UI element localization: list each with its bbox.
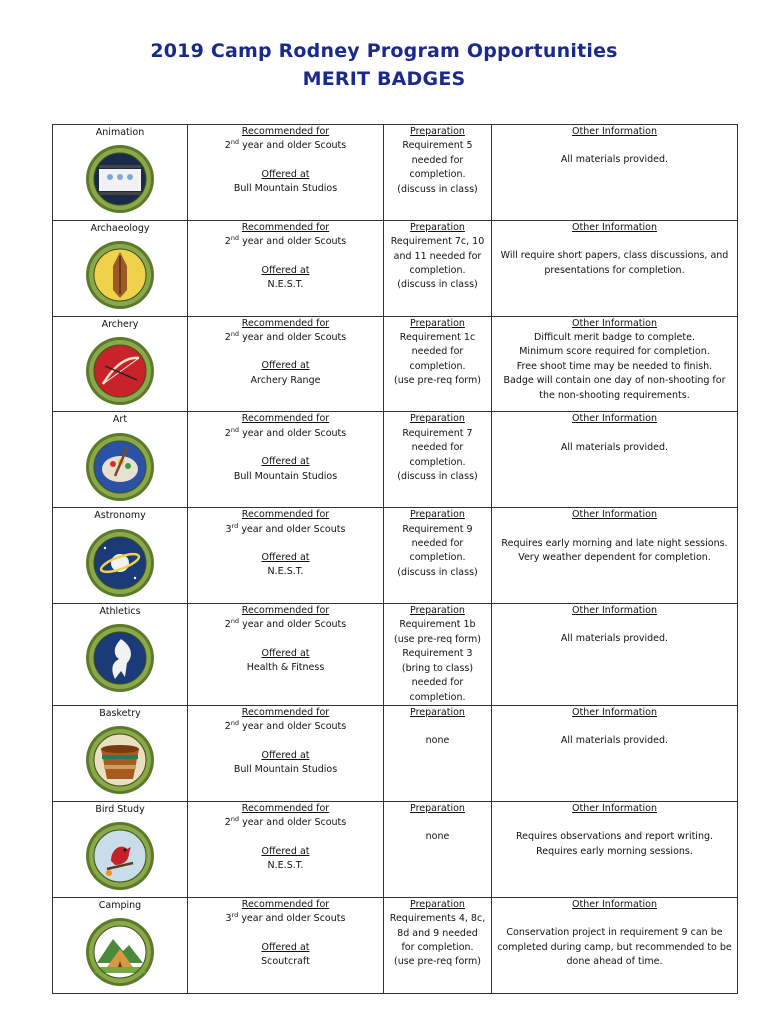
recommended-label: Recommended for — [241, 605, 330, 617]
recommended-cell — [188, 706, 384, 802]
preparation-cell — [384, 125, 492, 221]
offered-location: Scoutcraft — [261, 955, 310, 967]
preparation-line: none — [425, 831, 450, 843]
badge-cell — [53, 706, 188, 802]
table-row — [53, 897, 738, 993]
offered-label: Offered at — [261, 360, 310, 372]
offered-location: Archery Range — [250, 374, 321, 386]
badge-name: Animation — [95, 127, 145, 138]
recommended-year: 2nd year and older Scouts — [224, 329, 347, 344]
offered-label: Offered at — [261, 749, 310, 761]
preparation-cell — [384, 897, 492, 993]
other-info-cell — [492, 316, 738, 412]
animation-badge-icon — [56, 144, 184, 219]
page-title: 2019 Camp Rodney Program Opportunities — [150, 40, 618, 62]
preparation-label: Preparation — [410, 605, 465, 617]
offered-location: Bull Mountain Studios — [233, 183, 338, 195]
table-row — [53, 220, 738, 316]
other-info-label: Other Information — [572, 509, 657, 521]
preparation-line: (use pre-req form) — [394, 633, 481, 645]
preparation-line: 8d and 9 needed — [397, 927, 478, 939]
badge-cell — [53, 125, 188, 221]
other-info-line: All materials provided. — [560, 633, 669, 645]
preparation-cell — [384, 706, 492, 802]
other-info-line: Minimum score required for completion. — [519, 346, 710, 358]
offered-location: N.E.S.T. — [267, 860, 304, 872]
recommended-year: 2nd year and older Scouts — [224, 815, 347, 829]
other-info-line: Difficult merit badge to complete. — [534, 332, 695, 344]
badge-name: Archaeology — [90, 222, 150, 234]
preparation-line: (use pre-req form) — [394, 956, 481, 968]
recommended-cell — [188, 412, 384, 508]
basketry-badge-icon — [56, 725, 184, 800]
table-row — [53, 604, 738, 706]
preparation-line: (discuss in class) — [397, 183, 478, 195]
recommended-year: 2nd year and older Scouts — [224, 425, 347, 439]
other-info-cell — [492, 412, 738, 508]
art-badge-icon — [56, 432, 184, 507]
other-info-line: All materials provided. — [560, 441, 669, 453]
recommended-year: 3rd year and older Scouts — [225, 521, 346, 535]
preparation-line: completion. — [409, 552, 466, 564]
other-info-line: Requires early morning and late night sessions. — [501, 537, 728, 549]
badge-name: Archery — [101, 318, 139, 330]
preparation-line: (discuss in class) — [397, 279, 478, 291]
preparation-cell — [384, 220, 492, 316]
preparation-line: Requirement 7c, 10 — [390, 236, 485, 248]
preparation-line: completion. — [409, 360, 466, 372]
preparation-line: completion. — [409, 265, 466, 277]
badge-name: Camping — [98, 899, 142, 911]
preparation-line: Requirement 3 — [402, 648, 473, 660]
preparation-line: completion. — [409, 456, 466, 468]
preparation-cell — [384, 801, 492, 897]
other-info-label: Other Information — [572, 802, 657, 814]
table-row — [53, 801, 738, 897]
preparation-label: Preparation — [410, 126, 465, 137]
table-row — [53, 412, 738, 508]
archery-badge-icon — [56, 336, 184, 411]
badge-cell — [53, 897, 188, 993]
other-info-label: Other Information — [572, 126, 657, 137]
other-info-label: Other Information — [572, 221, 657, 233]
recommended-cell — [188, 125, 384, 221]
recommended-cell — [188, 508, 384, 604]
preparation-label: Preparation — [410, 413, 465, 425]
preparation-line: (use pre-req form) — [394, 375, 481, 387]
preparation-line: Requirements 4, 8c, — [389, 913, 486, 925]
preparation-line: needed for — [411, 442, 464, 454]
preparation-label: Preparation — [410, 317, 465, 329]
other-info-label: Other Information — [572, 707, 657, 719]
other-info-line: Will require short papers, class discussions, and — [500, 250, 729, 262]
offered-location: N.E.S.T. — [267, 279, 304, 291]
astronomy-badge-icon — [56, 528, 184, 603]
preparation-line: and 11 needed for — [393, 250, 482, 262]
other-info-line: the non-shooting requirements. — [539, 389, 690, 401]
preparation-line: completion. — [409, 691, 466, 703]
preparation-line: Requirement 7 — [402, 427, 473, 439]
recommended-cell — [188, 316, 384, 412]
other-info-line: All materials provided. — [560, 735, 669, 747]
offered-label: Offered at — [261, 845, 310, 857]
recommended-label: Recommended for — [241, 221, 330, 233]
badge-cell — [53, 412, 188, 508]
other-info-line: Requires early morning sessions. — [536, 845, 693, 857]
other-info-cell — [492, 604, 738, 706]
other-info-line: Conservation project in requirement 9 can be — [506, 927, 723, 939]
preparation-cell — [384, 508, 492, 604]
preparation-line: none — [425, 735, 450, 747]
recommended-cell — [188, 604, 384, 706]
badge-cell — [53, 316, 188, 412]
badge-cell — [53, 604, 188, 706]
recommended-label: Recommended for — [241, 126, 330, 137]
preparation-line: needed for — [411, 346, 464, 358]
preparation-cell — [384, 604, 492, 706]
recommended-year: 2nd year and older Scouts — [224, 617, 347, 631]
preparation-line: needed for — [411, 677, 464, 689]
other-info-line: presentations for completion. — [544, 264, 685, 276]
preparation-label: Preparation — [410, 898, 465, 910]
offered-location: Bull Mountain Studios — [233, 470, 338, 482]
preparation-line: (bring to class) — [401, 662, 474, 674]
badge-cell — [53, 801, 188, 897]
other-info-cell — [492, 897, 738, 993]
preparation-label: Preparation — [410, 221, 465, 233]
badge-cell — [53, 220, 188, 316]
table-row — [53, 508, 738, 604]
recommended-label: Recommended for — [241, 802, 330, 814]
other-info-line: done ahead of time. — [566, 955, 663, 967]
offered-label: Offered at — [261, 456, 310, 468]
table-row — [53, 706, 738, 802]
recommended-cell — [188, 220, 384, 316]
archaeology-badge-icon — [56, 240, 184, 315]
recommended-label: Recommended for — [241, 413, 330, 425]
offered-location: Bull Mountain Studios — [233, 764, 338, 776]
other-info-cell — [492, 220, 738, 316]
offered-label: Offered at — [261, 264, 310, 276]
preparation-label: Preparation — [410, 509, 465, 521]
other-info-label: Other Information — [572, 317, 657, 329]
offered-location: N.E.S.T. — [267, 566, 304, 578]
preparation-line: (discuss in class) — [397, 471, 478, 483]
camping-badge-icon — [56, 917, 184, 992]
recommended-cell — [188, 801, 384, 897]
badge-name: Art — [112, 414, 128, 426]
preparation-cell — [384, 316, 492, 412]
recommended-label: Recommended for — [241, 707, 330, 719]
bird-study-badge-icon — [56, 821, 184, 896]
recommended-label: Recommended for — [241, 509, 330, 521]
offered-label: Offered at — [261, 941, 310, 953]
other-info-cell — [492, 508, 738, 604]
recommended-label: Recommended for — [241, 317, 330, 329]
preparation-line: for completion. — [401, 941, 474, 953]
merit-badge-table — [52, 124, 738, 994]
preparation-line: Requirement 1c — [399, 332, 476, 344]
recommended-year: 2nd year and older Scouts — [224, 719, 347, 733]
other-info-line: Badge will contain one day of non-shooting for — [503, 375, 726, 387]
badge-name: Bird Study — [95, 803, 145, 815]
offered-location: Health & Fitness — [246, 662, 325, 674]
other-info-line: All materials provided. — [560, 154, 669, 166]
other-info-label: Other Information — [572, 413, 657, 425]
other-info-cell — [492, 801, 738, 897]
page-subtitle: MERIT BADGES — [302, 68, 466, 90]
preparation-line: Requirement 1b — [399, 619, 476, 631]
badge-name: Astronomy — [94, 510, 146, 522]
other-info-cell — [492, 125, 738, 221]
badge-name: Basketry — [99, 708, 141, 720]
badge-cell — [53, 508, 188, 604]
preparation-label: Preparation — [410, 707, 465, 719]
preparation-line: completion. — [409, 169, 466, 181]
offered-label: Offered at — [261, 647, 310, 659]
offered-label: Offered at — [261, 552, 310, 564]
other-info-label: Other Information — [572, 898, 657, 910]
preparation-line: Requirement 5 — [402, 140, 473, 152]
preparation-line: Requirement 9 — [402, 523, 473, 535]
preparation-label: Preparation — [410, 802, 465, 814]
table-row — [53, 125, 738, 221]
preparation-line: needed for — [411, 154, 464, 166]
recommended-year: 2nd year and older Scouts — [224, 138, 347, 152]
other-info-line: Free shoot time may be needed to finish. — [516, 360, 713, 372]
other-info-line: completed during camp, but recommended to be — [497, 941, 732, 953]
other-info-cell — [492, 706, 738, 802]
preparation-cell — [384, 412, 492, 508]
other-info-label: Other Information — [572, 605, 657, 617]
other-info-line: Requires observations and report writing. — [515, 831, 714, 843]
offered-label: Offered at — [261, 168, 310, 180]
recommended-year: 3rd year and older Scouts — [225, 910, 346, 925]
recommended-cell — [188, 897, 384, 993]
recommended-year: 2nd year and older Scouts — [224, 234, 347, 248]
badge-name: Athletics — [99, 606, 141, 618]
preparation-line: (discuss in class) — [397, 566, 478, 578]
athletics-badge-icon — [56, 623, 184, 698]
other-info-line: Very weather dependent for completion. — [518, 552, 711, 564]
preparation-line: needed for — [411, 538, 464, 550]
recommended-label: Recommended for — [241, 898, 330, 910]
table-row — [53, 316, 738, 412]
